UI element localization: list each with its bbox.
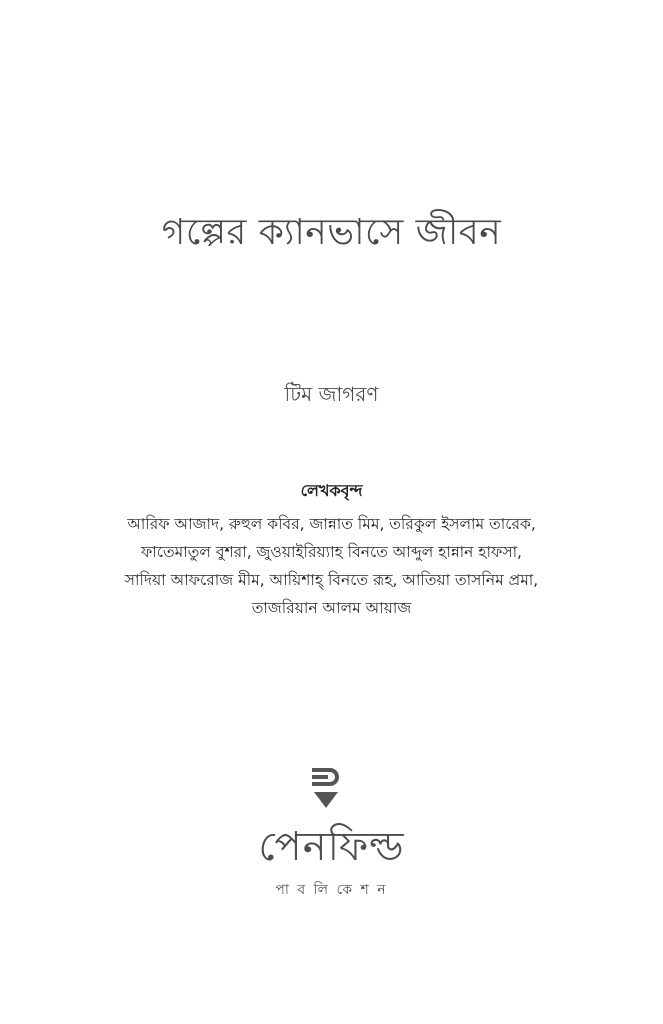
- authors-line: তাজরিয়ান আলম আয়াজ: [251, 599, 412, 617]
- publisher-tagline: পা ব লি কে শ ন: [275, 882, 388, 898]
- authors-line: আরিফ আজাদ, রুহুল কবির, জান্নাত মিম, তরিকুল ইসলাম তারেক,: [127, 515, 536, 533]
- authors-line: ফাতেমাতুল বুশরা, জুওয়াইরিয়্যাহ বিনতে আব্দুল হান্নান হাফসা,: [140, 543, 522, 561]
- book-title: গল্পের ক্যানভাসে জীবন: [161, 212, 502, 253]
- authors-list: [40, 510, 623, 622]
- pen-nib-icon: [306, 764, 346, 810]
- authors-line: সাদিয়া আফরোজ মীম, আয়িশাহ্ বিনতে রূহ, আতিয়া তাসনিম প্রমা,: [124, 571, 539, 589]
- team-name: টিম জাগরণ: [284, 382, 379, 406]
- authors-heading: লেখকবৃন্দ: [300, 481, 363, 500]
- publisher-logo-name: পেনফিল্ড: [258, 824, 405, 870]
